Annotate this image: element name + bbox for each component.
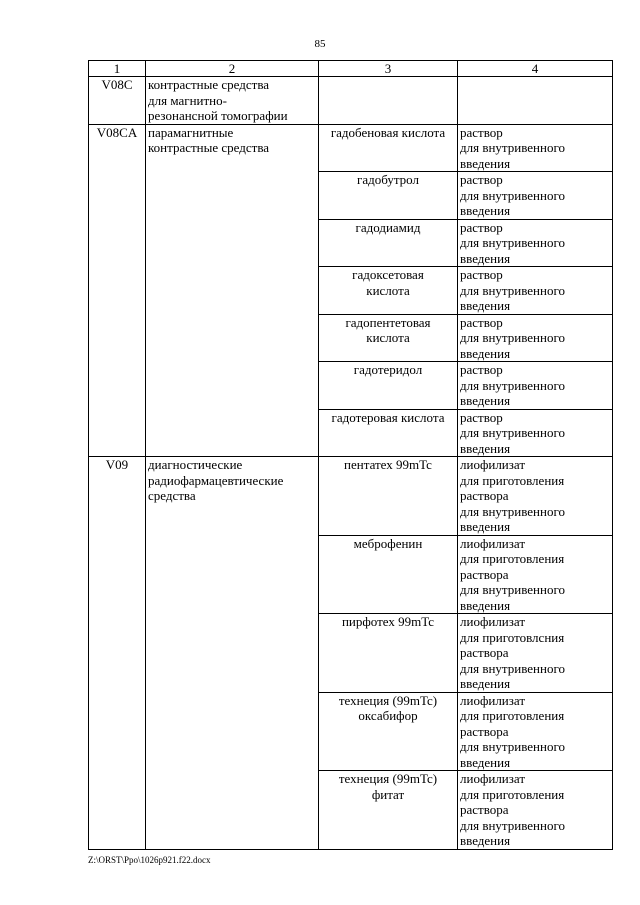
drug-name-cell bbox=[319, 267, 458, 315]
file-path-footer: Z:\ORST\Ppo\1026p921.f22.docx bbox=[88, 855, 211, 865]
atc-group-cell-line: контрастные средства bbox=[148, 77, 270, 92]
dosage-form-cell-line: для внутривенного bbox=[460, 187, 565, 203]
dosage-form-cell bbox=[458, 314, 613, 362]
atc-group-cell bbox=[146, 77, 319, 125]
atc-group-cell-line: контрастные средства bbox=[148, 140, 270, 155]
table-header-row bbox=[89, 61, 613, 77]
atc-code-cell: V09 bbox=[89, 457, 146, 850]
dosage-form-cell-line: раствор bbox=[460, 267, 503, 282]
dosage-form-cell bbox=[458, 172, 613, 220]
dosage-form-cell-line: для внутривенного bbox=[460, 817, 565, 833]
dosage-form-cell bbox=[458, 362, 613, 410]
dosage-form-cell bbox=[458, 771, 613, 850]
dosage-form-cell-line: введения bbox=[460, 345, 511, 361]
dosage-form-cell-line: для приготовления bbox=[460, 551, 565, 566]
dosage-form-cell bbox=[458, 267, 613, 315]
dosage-form-cell-line: лиофилизат bbox=[460, 457, 526, 472]
dosage-form-cell-line: введения bbox=[460, 597, 511, 613]
dosage-form-cell-line: введения bbox=[460, 250, 511, 266]
dosage-form-cell-line: лиофилизат bbox=[460, 771, 526, 786]
dosage-form-cell bbox=[458, 457, 613, 536]
dosage-form-cell-line: для внутривенного bbox=[460, 503, 565, 519]
dosage-form-cell-line: введения bbox=[460, 519, 511, 534]
drug-name-cell-line: меброфенин bbox=[353, 535, 423, 551]
dosage-form-cell-line: раствор bbox=[460, 124, 503, 140]
atc-group-cell-line: средства bbox=[148, 488, 196, 503]
drug-name-cell-line: технеция (99mTc) bbox=[338, 771, 438, 786]
drug-name-cell bbox=[319, 124, 458, 172]
drug-name-cell bbox=[319, 172, 458, 220]
dosage-form-cell-line: для внутривенного bbox=[460, 377, 565, 393]
dosage-form-cell-line: раствора bbox=[460, 723, 509, 739]
drug-name-cell bbox=[319, 362, 458, 410]
drug-name-cell-line: пентатех 99mTc bbox=[344, 457, 432, 472]
atc-group-cell-line: для магнитно- bbox=[148, 92, 227, 108]
drug-name-cell bbox=[319, 457, 458, 536]
dosage-form-cell-line: раствора bbox=[460, 566, 509, 582]
atc-code-cell: V08CA bbox=[89, 124, 146, 457]
drug-name-cell-line: гадодиамид bbox=[355, 219, 421, 235]
dosage-form-cell bbox=[458, 535, 613, 614]
atc-code-cell: V08C bbox=[89, 77, 146, 125]
drug-name-cell-line: гадоксетовая bbox=[352, 267, 424, 282]
dosage-form-cell-line: раствор bbox=[460, 409, 503, 425]
drug-name-cell bbox=[319, 409, 458, 457]
dosage-form-cell-line: лиофилизат bbox=[460, 535, 526, 551]
table-body bbox=[89, 77, 613, 850]
drug-name-cell bbox=[319, 692, 458, 771]
dosage-form-cell-line: для приготовлсния bbox=[460, 629, 565, 645]
table-row bbox=[89, 77, 613, 125]
dosage-form-cell-line: для приготовления bbox=[460, 708, 565, 723]
drug-name-cell bbox=[319, 314, 458, 362]
drug-name-cell bbox=[319, 77, 458, 125]
drug-name-cell-line: гадобеновая кислота bbox=[330, 124, 446, 140]
column-header: 2 bbox=[146, 61, 319, 77]
dosage-form-cell-line: раствор bbox=[460, 172, 503, 187]
dosage-form-cell-line: раствора bbox=[460, 802, 509, 817]
dosage-form-cell-line: для внутривенного bbox=[460, 282, 565, 298]
dosage-form-cell bbox=[458, 77, 613, 125]
dosage-form-cell-line: введения bbox=[460, 298, 511, 313]
drug-name-cell-line: гадопентетовая bbox=[345, 314, 431, 330]
dosage-form-cell-line: введения bbox=[460, 440, 511, 456]
column-header: 4 bbox=[458, 61, 613, 77]
dosage-form-cell-line: для приготовления bbox=[460, 472, 565, 488]
drug-name-cell-line: фитат bbox=[371, 786, 405, 802]
dosage-form-cell bbox=[458, 409, 613, 457]
dosage-form-cell-line: для внутривенного bbox=[460, 425, 565, 440]
dosage-form-cell-line: для внутривенного bbox=[460, 330, 565, 345]
drug-name-cell-line: кислота bbox=[366, 282, 410, 298]
dosage-form-cell-line: раствор bbox=[460, 314, 503, 330]
drug-name-cell-line: гадотеридол bbox=[353, 362, 423, 377]
drug-name-cell bbox=[319, 771, 458, 850]
dosage-form-cell bbox=[458, 614, 613, 693]
dosage-form-cell-line: раствора bbox=[460, 645, 509, 660]
dosage-form-cell-line: лиофилизат bbox=[460, 692, 526, 708]
drug-name-cell bbox=[319, 535, 458, 614]
dosage-form-cell-line: раствора bbox=[460, 488, 509, 503]
dosage-form-cell bbox=[458, 124, 613, 172]
drug-name-cell bbox=[319, 219, 458, 267]
table-row bbox=[89, 124, 613, 172]
dosage-form-cell bbox=[458, 692, 613, 771]
drug-name-cell-line: пирфотех 99mTc bbox=[341, 614, 435, 629]
table-row bbox=[89, 457, 613, 536]
dosage-form-cell-line: введения bbox=[460, 676, 511, 691]
atc-group-cell-line: диагностические bbox=[148, 457, 243, 472]
dosage-form-cell-line: раствор bbox=[460, 219, 503, 235]
dosage-form-cell-line: раствор bbox=[460, 362, 503, 377]
dosage-form-cell-line: лиофилизат bbox=[460, 614, 526, 629]
column-header: 1 bbox=[89, 61, 146, 77]
dosage-form-cell-line: для внутривенного bbox=[460, 582, 565, 597]
drug-name-cell-line: кислота bbox=[366, 330, 410, 345]
atc-group-cell-line: парамагнитные bbox=[148, 124, 234, 140]
page-number: 85 bbox=[314, 38, 326, 50]
dosage-form-cell-line: введения bbox=[460, 833, 511, 848]
drug-name-cell-line: технеция (99mTc) bbox=[338, 692, 438, 708]
drug-name-cell-line: гадотеровая кислота bbox=[331, 409, 445, 425]
column-header: 3 bbox=[319, 61, 458, 77]
atc-group-cell-line: резонансной томографии bbox=[148, 108, 288, 123]
dosage-form-cell-line: для внутривенного bbox=[460, 140, 565, 155]
dosage-form-cell-line: для внутривенного bbox=[460, 660, 565, 676]
drug-name-cell-line: гадобутрол bbox=[357, 172, 419, 187]
dosage-form-cell-line: введения bbox=[460, 155, 511, 171]
atc-group-cell-line: радиофармацевтические bbox=[148, 472, 284, 488]
atc-group-cell bbox=[146, 457, 319, 850]
dosage-form-cell-line: для внутривенного bbox=[460, 235, 565, 250]
drug-name-cell bbox=[319, 614, 458, 693]
dosage-form-cell-line: введения bbox=[460, 203, 511, 218]
drug-name-cell-line: оксабифор bbox=[358, 708, 418, 723]
dosage-form-cell-line: для внутривенного bbox=[460, 739, 565, 754]
dosage-form-cell-line: введения bbox=[460, 393, 511, 408]
drug-table bbox=[88, 60, 613, 850]
atc-group-cell bbox=[146, 124, 319, 457]
dosage-form-cell bbox=[458, 219, 613, 267]
dosage-form-cell-line: введения bbox=[460, 754, 511, 770]
dosage-form-cell-line: для приготовления bbox=[460, 786, 565, 802]
